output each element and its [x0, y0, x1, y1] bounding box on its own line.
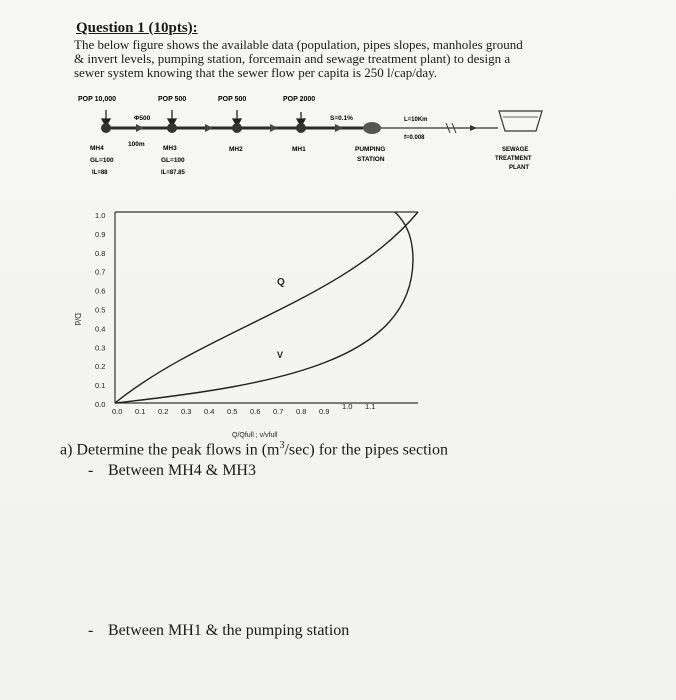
manhole-mh3	[167, 123, 177, 133]
x-tick-label: 0.7	[273, 407, 284, 416]
q-curve-label: Q	[277, 277, 285, 288]
flow-arrow	[136, 124, 144, 132]
x-tick-label: 0.4	[204, 407, 215, 416]
mh3-il-label: IL=87.85	[161, 170, 185, 176]
y-tick-labels	[95, 211, 105, 409]
x-tick-label: 0.5	[227, 407, 238, 416]
flow-arrow	[335, 124, 343, 132]
forcemain-friction-label: f=0.008	[404, 135, 425, 141]
question-line-2: & invert levels, pumping station, forcemain and sewage treatment plant) to design a	[74, 51, 511, 66]
plant-label-3: PLANT	[509, 165, 529, 171]
y-tick-label: 0.1	[95, 381, 106, 391]
y-tick-label: 0.2	[95, 362, 106, 372]
manhole-mh1	[296, 123, 306, 133]
x-tick-labels	[112, 402, 375, 416]
chart-y-label: D/d	[73, 313, 82, 326]
question-title: Question 1 (10pts):	[76, 20, 198, 36]
item-1-text: Between MH4 & MH3	[108, 462, 256, 479]
x-tick-label: 1.1	[365, 402, 376, 411]
y-tick-label: 0.3	[95, 343, 106, 353]
partial-flow-chart	[73, 211, 418, 439]
y-tick-label: 0.5	[95, 305, 106, 315]
pop-mh2-label: POP 500	[218, 96, 247, 103]
x-tick-label: 0.1	[135, 407, 146, 416]
pumping-label-2: STATION	[357, 156, 385, 163]
slope-label: S=0.1%	[330, 115, 353, 122]
mh2-label: MH2	[229, 146, 243, 153]
sewer-network-diagram	[78, 96, 542, 176]
y-tick-label: 1.0	[95, 211, 106, 220]
item-2-dash: -	[88, 622, 94, 639]
diameter-label: Φ500	[134, 115, 151, 122]
part-a-prompt	[60, 440, 448, 459]
mh1-label: MH1	[292, 146, 306, 153]
mh3-label: MH3	[163, 145, 177, 152]
y-tick-label: 0.8	[95, 248, 106, 258]
flow-arrow	[205, 124, 213, 132]
item-2-text: Between MH1 & the pumping station	[108, 622, 350, 639]
manhole-mh2	[232, 123, 242, 133]
part-a-text: a) Determine the peak flows in (m	[60, 441, 280, 459]
part-a-item-2	[88, 622, 349, 640]
x-tick-label: 0.8	[296, 407, 307, 416]
forcemain-arrow	[470, 125, 477, 131]
v-curve-label: V	[277, 350, 284, 360]
mh4-gl-label: GL=100	[90, 157, 114, 164]
inflow-arrows	[102, 110, 305, 126]
x-tick-label: 0.6	[250, 407, 261, 416]
length-label: 100m	[128, 141, 145, 148]
pumping-station-symbol	[363, 122, 381, 134]
manhole-mh4	[101, 123, 111, 133]
mh4-il-label: IL=88	[92, 170, 108, 176]
pop-mh3-label: POP 500	[158, 96, 187, 103]
flow-curve	[115, 212, 413, 403]
pumping-label-1: PUMPING	[355, 146, 386, 153]
part-a-text-end: /sec) for the pipes section	[284, 441, 448, 459]
velocity-curve	[115, 212, 418, 403]
plant-label-2: TREATMENT	[495, 156, 532, 162]
y-tick-label: 0.4	[95, 324, 106, 334]
mh4-label: MH4	[90, 145, 104, 152]
y-tick-label: 0.0	[95, 400, 106, 409]
x-tick-label: 0.2	[158, 407, 169, 416]
treatment-plant-tank	[499, 111, 542, 131]
mh3-gl-label: GL=100	[161, 157, 185, 164]
y-tick-label: 0.7	[95, 267, 106, 277]
question-line-3: sewer system knowing that the sewer flow per capita is 250 l/cap/day.	[74, 65, 438, 80]
pop-mh4-label: POP 10,000	[78, 96, 117, 103]
item-1-dash: -	[88, 462, 94, 479]
x-tick-label: 0.0	[112, 407, 123, 416]
plant-label-1: SEWAGE	[502, 147, 529, 153]
pop-mh1-label: POP 2000	[283, 96, 316, 103]
y-tick-label: 0.9	[95, 229, 106, 239]
part-a-unit-sup: 3	[279, 440, 285, 451]
x-tick-label: 1.0	[342, 402, 353, 411]
chart-x-label: Q/Qfull ; v/vfull	[232, 432, 278, 439]
forcemain-length-label: L=10Km	[404, 117, 428, 123]
question-line-1: The below figure shows the available data (population, pipes slopes, manholes ground	[74, 37, 523, 52]
y-tick-label: 0.6	[95, 286, 106, 296]
x-tick-label: 0.9	[319, 407, 330, 416]
part-a-item-1	[88, 462, 256, 480]
flow-arrow	[270, 124, 278, 132]
x-tick-label: 0.3	[181, 407, 192, 416]
